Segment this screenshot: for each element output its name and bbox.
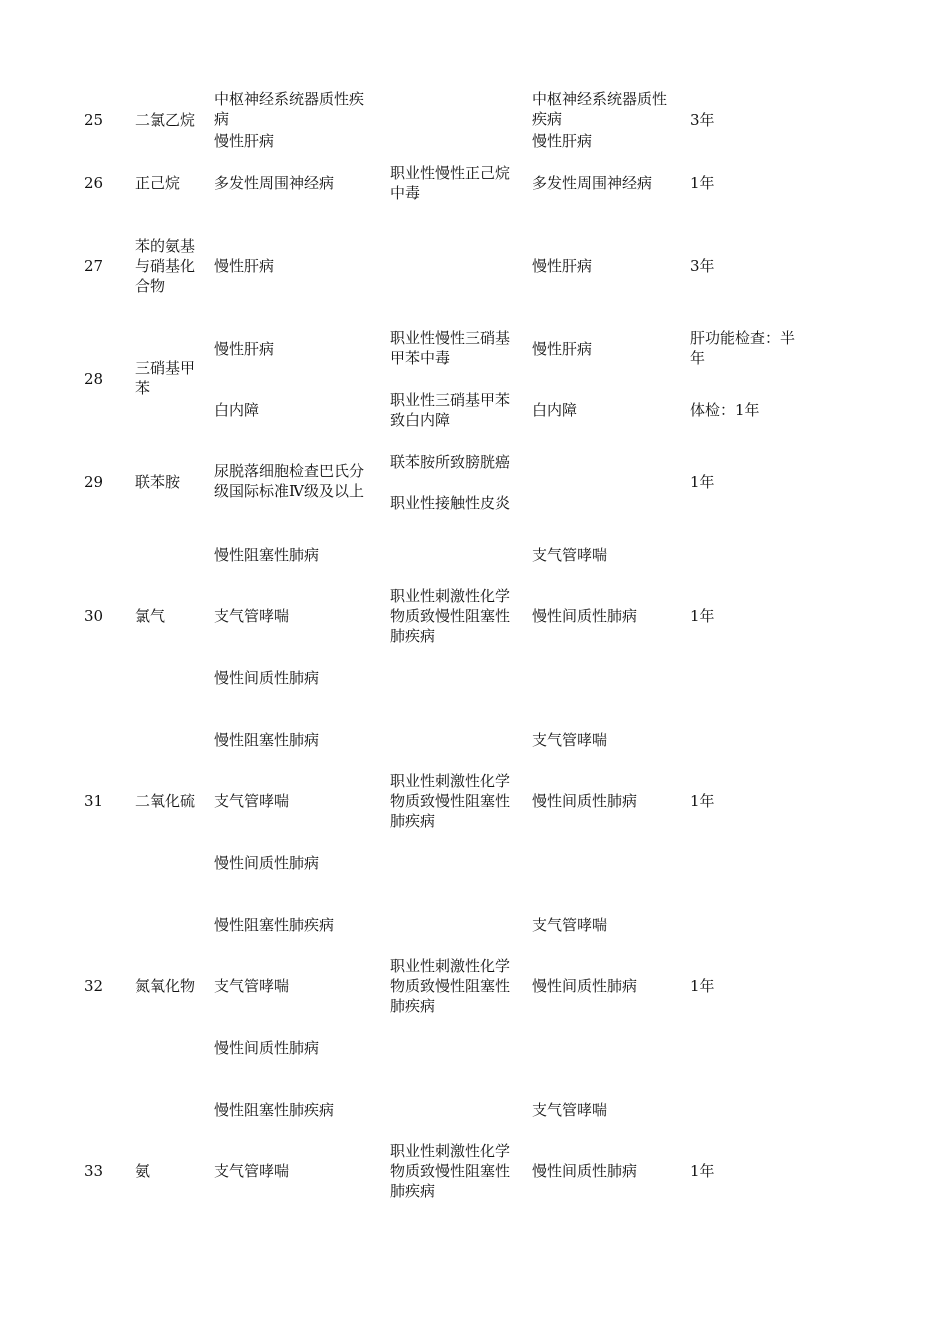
row-28-contraindication-b: 白内障: [214, 401, 260, 419]
row-30-substance: 氯气: [135, 607, 166, 625]
row-32-contraindication-c: 慢性间质性肺病: [214, 1039, 320, 1057]
row-32-contraindication-a: 慢性阻塞性肺疾病: [214, 916, 335, 934]
row-31-number: 31: [84, 792, 104, 810]
row-28-contraindication-a: 慢性肝病: [214, 340, 275, 358]
row-26-substance: 正己烷: [135, 174, 181, 192]
row-28-substance: 三硝基甲 苯: [135, 359, 196, 397]
row-32-target-a: 支气管哮喘: [532, 916, 608, 934]
row-26-number: 26: [84, 174, 104, 192]
row-32-number: 32: [84, 977, 104, 995]
row-27-contraindication: 慢性肝病: [214, 257, 275, 275]
row-31-contraindication-b: 支气管哮喘: [214, 792, 290, 810]
row-27-period: 3年: [690, 257, 715, 275]
row-29-contraindication: 尿脱落细胞检查巴氏分 级国际标准Ⅳ级及以上: [214, 462, 365, 500]
row-25-number: 25: [84, 111, 104, 129]
row-25-target-a: 中枢神经系统器质性 疾病: [532, 90, 668, 128]
row-25-period: 3年: [690, 111, 715, 129]
row-32-occupational-disease: 职业性刺激性化学 物质致慢性阻塞性 肺疾病: [390, 957, 511, 1015]
row-28-period-b: 体检：1年: [690, 401, 760, 419]
row-25-substance: 二氯乙烷: [135, 111, 196, 129]
row-29-substance: 联苯胺: [135, 473, 181, 491]
row-30-target-a: 支气管哮喘: [532, 546, 608, 564]
row-30-occupational-disease: 职业性刺激性化学 物质致慢性阻塞性 肺疾病: [390, 587, 511, 645]
row-33-target-a: 支气管哮喘: [532, 1101, 608, 1119]
row-27-target: 慢性肝病: [532, 257, 593, 275]
row-29-number: 29: [84, 473, 104, 491]
row-33-period: 1年: [690, 1162, 715, 1180]
row-31-occupational-disease: 职业性刺激性化学 物质致慢性阻塞性 肺疾病: [390, 772, 511, 830]
row-33-contraindication-a: 慢性阻塞性肺疾病: [214, 1101, 335, 1119]
row-26-occupational-disease: 职业性慢性正己烷 中毒: [390, 164, 511, 202]
row-28-occupational-disease-b: 职业性三硝基甲苯 致白内障: [390, 391, 511, 429]
row-30-contraindication-b: 支气管哮喘: [214, 607, 290, 625]
row-25-target-b: 慢性肝病: [532, 132, 593, 150]
row-32-substance: 氮氧化物: [135, 977, 196, 995]
row-31-target-a: 支气管哮喘: [532, 731, 608, 749]
row-30-contraindication-a: 慢性阻塞性肺病: [214, 546, 320, 564]
row-32-period: 1年: [690, 977, 715, 995]
row-28-period-a: 肝功能检查：半 年: [690, 329, 796, 367]
row-29-occupational-disease-a: 联苯胺所致膀胱癌: [390, 453, 511, 471]
row-31-contraindication-a: 慢性阻塞性肺病: [214, 731, 320, 749]
row-33-substance: 氨: [135, 1162, 151, 1180]
row-32-target-b: 慢性间质性肺病: [532, 977, 638, 995]
row-33-occupational-disease: 职业性刺激性化学 物质致慢性阻塞性 肺疾病: [390, 1142, 511, 1200]
row-33-number: 33: [84, 1162, 104, 1180]
row-31-target-b: 慢性间质性肺病: [532, 792, 638, 810]
row-29-occupational-disease-b: 职业性接触性皮炎: [390, 494, 511, 512]
row-25-contraindication-b: 慢性肝病: [214, 132, 275, 150]
row-25-contraindication-a: 中枢神经系统器质性疾 病: [214, 90, 365, 128]
row-26-contraindication: 多发性周围神经病: [214, 174, 335, 192]
row-30-period: 1年: [690, 607, 715, 625]
row-26-period: 1年: [690, 174, 715, 192]
row-33-target-b: 慢性间质性肺病: [532, 1162, 638, 1180]
row-27-substance: 苯的氨基 与硝基化 合物: [135, 237, 196, 295]
row-28-occupational-disease-a: 职业性慢性三硝基 甲苯中毒: [390, 329, 511, 367]
row-26-target: 多发性周围神经病: [532, 174, 653, 192]
row-29-period: 1年: [690, 473, 715, 491]
row-33-contraindication-b: 支气管哮喘: [214, 1162, 290, 1180]
row-30-number: 30: [84, 607, 104, 625]
row-28-target-a: 慢性肝病: [532, 340, 593, 358]
row-27-number: 27: [84, 257, 104, 275]
row-31-contraindication-c: 慢性间质性肺病: [214, 854, 320, 872]
row-32-contraindication-b: 支气管哮喘: [214, 977, 290, 995]
row-28-target-b: 白内障: [532, 401, 578, 419]
row-30-contraindication-c: 慢性间质性肺病: [214, 669, 320, 687]
row-31-period: 1年: [690, 792, 715, 810]
row-31-substance: 二氧化硫: [135, 792, 196, 810]
row-30-target-b: 慢性间质性肺病: [532, 607, 638, 625]
row-28-number: 28: [84, 370, 104, 388]
